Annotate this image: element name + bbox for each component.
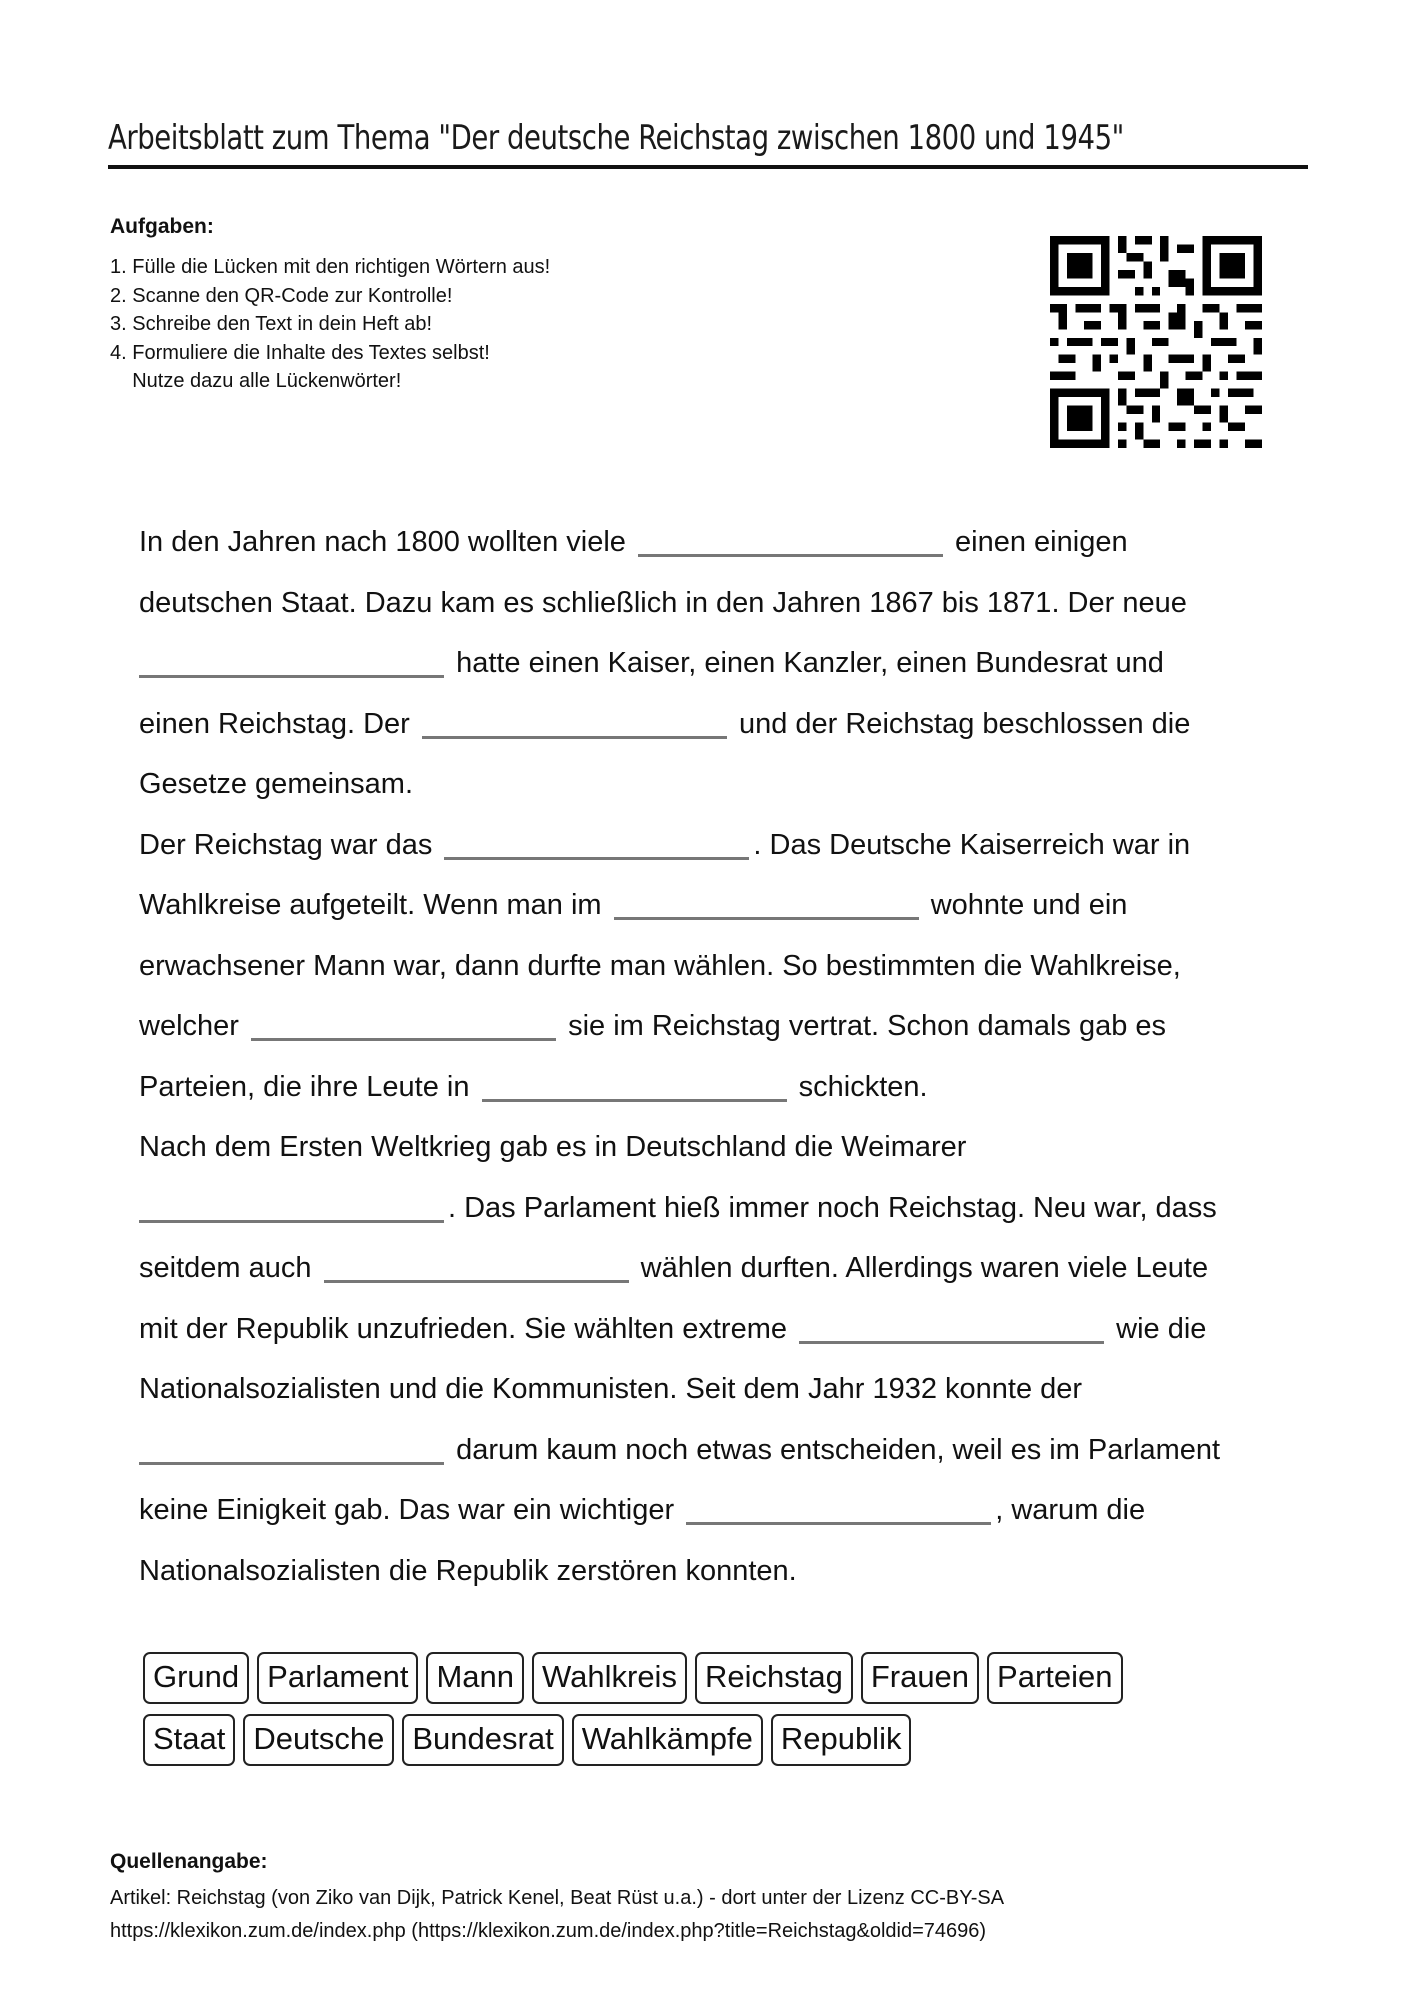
text-segment: seitdem auch (139, 1252, 312, 1284)
word-bank (143, 1652, 1243, 1776)
blank-field[interactable] (482, 1069, 787, 1102)
word-chip[interactable]: Parlament (257, 1652, 418, 1704)
source-citation (110, 1882, 1004, 1948)
qr-code-icon[interactable] (1050, 236, 1262, 448)
word-chip[interactable]: Staat (143, 1714, 235, 1766)
tasks-heading: Aufgaben: (110, 215, 214, 238)
text-line (139, 815, 1319, 876)
text-segment: mit der Republik unzufrieden. Sie wählten extreme (139, 1312, 787, 1345)
blank-field[interactable] (444, 827, 749, 860)
text-line (139, 1541, 1319, 1602)
text-line (139, 1420, 1319, 1481)
blank-field[interactable] (422, 706, 727, 739)
text-line (139, 573, 1319, 634)
text-segment: wie die (1116, 1312, 1207, 1345)
text-line (139, 1238, 1319, 1299)
word-chip[interactable]: Parteien (987, 1652, 1122, 1704)
word-chip[interactable]: Mann (426, 1652, 524, 1704)
task-item: 1. Fülle die Lücken mit den richtigen Wörtern aus! (110, 256, 551, 278)
text-segment: Nationalsozialisten die Republik zerstören konnten. (139, 1554, 797, 1587)
cloze-text (139, 512, 1319, 1601)
text-segment: Parteien, die ihre Leute in (139, 1070, 470, 1103)
text-segment: In den Jahren nach 1800 wollten viele (139, 526, 626, 558)
text-segment: und der Reichstag beschlossen die (738, 707, 1191, 740)
text-segment: hatte einen Kaiser, einen Kanzler, einen Bundesrat und (456, 647, 1164, 679)
text-line (139, 1480, 1319, 1541)
task-item: 2. Scanne den QR-Code zur Kontrolle! (110, 284, 453, 307)
blank-field[interactable] (139, 1190, 444, 1223)
source-heading: Quellenangabe: (110, 1850, 268, 1873)
word-bank-row (143, 1652, 1243, 1704)
text-line (139, 1178, 1319, 1239)
text-line (139, 1117, 1319, 1178)
text-segment: . Das Parlament hieß immer noch Reichstag. Neu war, dass (448, 1191, 1217, 1224)
task-item: Nutze dazu alle Lückenwörter! (110, 370, 402, 392)
blank-field[interactable] (638, 524, 943, 557)
blank-field[interactable] (251, 1008, 556, 1041)
text-segment: wohnte und ein (930, 889, 1128, 921)
text-segment: welcher (139, 1010, 239, 1042)
text-line (139, 1057, 1319, 1118)
text-segment: deutschen Staat. Dazu kam es schließlich in den Jahren 1867 bis 1871. Der neue (139, 586, 1187, 619)
task-list (110, 253, 550, 396)
blank-field[interactable] (324, 1250, 629, 1283)
word-bank-row (143, 1714, 1243, 1766)
text-line (139, 633, 1319, 694)
task-item: 4. Formuliere die Inhalte des Textes selbst! (110, 341, 490, 364)
text-line (139, 875, 1319, 936)
text-line (139, 1299, 1319, 1360)
text-line (139, 754, 1319, 815)
text-segment: , warum die (995, 1494, 1146, 1526)
text-line (139, 512, 1319, 573)
text-segment: Der Reichstag war das (139, 828, 433, 861)
text-segment: Nationalsozialisten und die Kommunisten. Seit dem Jahr 1932 konnte der (139, 1373, 1083, 1405)
text-segment: schickten. (798, 1070, 928, 1103)
word-chip[interactable]: Bundesrat (402, 1714, 563, 1766)
blank-field[interactable] (686, 1492, 991, 1525)
blank-field[interactable] (799, 1311, 1104, 1344)
word-chip[interactable]: Wahlkämpfe (572, 1714, 763, 1766)
text-segment: einen einigen (955, 526, 1128, 558)
blank-field[interactable] (139, 1432, 444, 1465)
blank-field[interactable] (614, 887, 919, 920)
text-line (139, 936, 1319, 997)
word-chip[interactable]: Frauen (861, 1652, 979, 1704)
task-item: 3. Schreibe den Text in dein Heft ab! (110, 313, 433, 335)
text-segment: erwachsener Mann war, dann durfte man wählen. So bestimmten die Wahlkreise, (139, 949, 1181, 982)
word-chip[interactable]: Republik (771, 1714, 912, 1766)
text-segment: . Das Deutsche Kaiserreich war in (753, 828, 1191, 861)
word-chip[interactable]: Grund (143, 1652, 249, 1704)
text-segment: einen Reichstag. Der (139, 707, 410, 740)
word-chip[interactable]: Deutsche (243, 1714, 394, 1766)
text-line (139, 1359, 1319, 1420)
text-segment: Nach dem Ersten Weltkrieg gab es in Deutschland die Weimarer (139, 1131, 967, 1163)
text-line (139, 694, 1319, 755)
text-segment: wählen durften. Allerdings waren viele Leute (640, 1252, 1209, 1284)
title-underline (108, 165, 1308, 169)
source-line: Artikel: Reichstag (von Ziko van Dijk, Patrick Kenel, Beat Rüst u.a.) - dort unter der Lizenz CC-BY-SA (110, 1887, 1005, 1909)
text-line (139, 996, 1319, 1057)
text-segment: sie im Reichstag vertrat. Schon damals gab es (568, 1010, 1167, 1042)
text-segment: keine Einigkeit gab. Das war ein wichtiger (139, 1494, 675, 1526)
word-chip[interactable]: Reichstag (695, 1652, 853, 1704)
text-segment: Wahlkreise aufgeteilt. Wenn man im (139, 889, 602, 921)
blank-field[interactable] (139, 645, 444, 678)
word-chip[interactable]: Wahlkreis (532, 1652, 687, 1704)
page-title: Arbeitsblatt zum Thema "Der deutsche Reichstag zwischen 1800 und 1945" (108, 118, 1124, 158)
source-link[interactable]: https://klexikon.zum.de/index.php (https://klexikon.zum.de/index.php?title=Reichstag&oldid=74696) (110, 1920, 987, 1942)
text-segment: Gesetze gemeinsam. (139, 768, 414, 800)
text-segment: darum kaum noch etwas entscheiden, weil es im Parlament (456, 1433, 1221, 1466)
